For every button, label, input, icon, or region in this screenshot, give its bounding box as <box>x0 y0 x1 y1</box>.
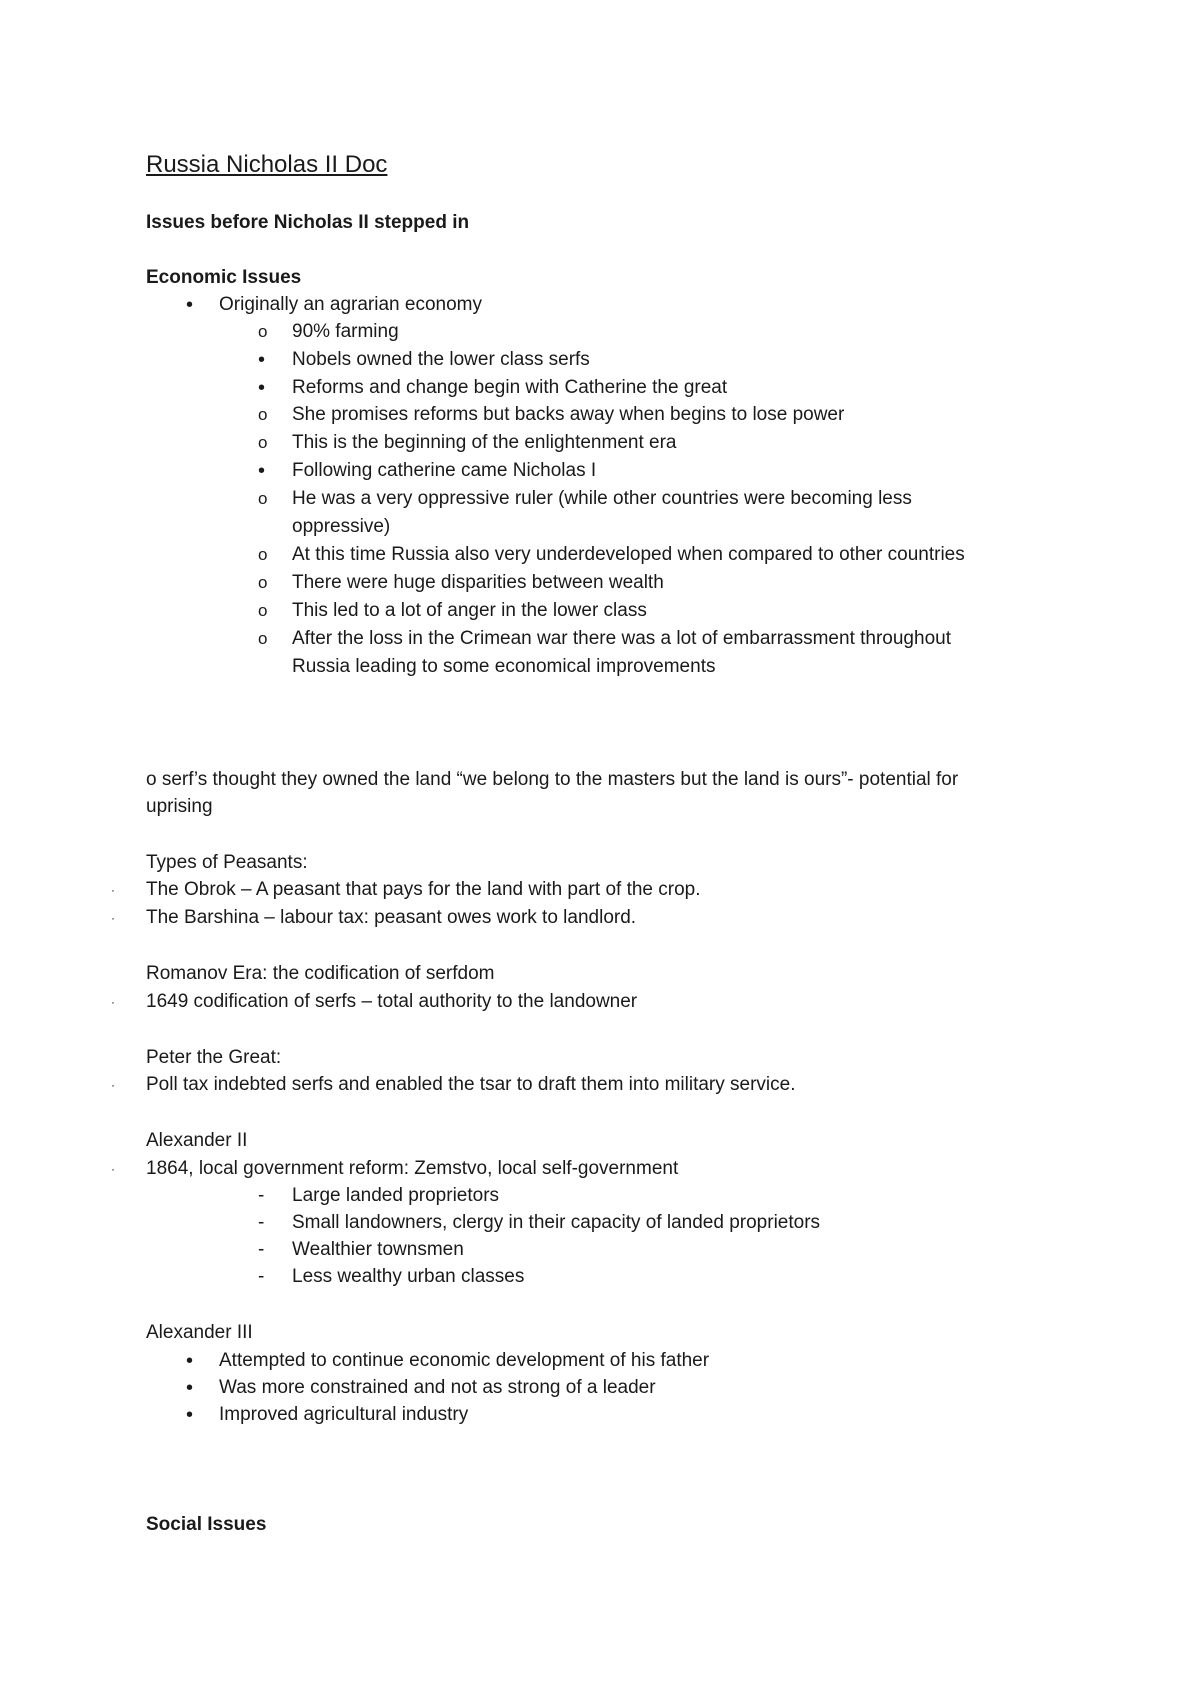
peter-the-great-heading: Peter the Great: <box>146 1047 282 1068</box>
bullet-dash: - <box>258 1239 265 1260</box>
page-title: Russia Nicholas II Doc <box>146 151 388 178</box>
list-item-continuation: oppressive) <box>292 516 391 537</box>
paragraph-line: uprising <box>146 796 213 817</box>
section-subtitle: Issues before Nicholas II stepped in <box>146 212 470 233</box>
list-item: Originally an agrarian economy <box>219 294 482 315</box>
list-item: There were huge disparities between wealth <box>292 572 664 593</box>
bullet-dot: • <box>186 1404 194 1426</box>
list-item: Wealthier townsmen <box>292 1239 464 1260</box>
bullet-circle: o <box>258 489 268 508</box>
list-item: Small landowners, clergy in their capacity of landed proprietors <box>292 1212 821 1233</box>
list-item: Nobels owned the lower class serfs <box>292 349 590 370</box>
list-item: Attempted to continue economic development of his father <box>219 1350 710 1371</box>
list-item: After the loss in the Crimean war there was a lot of embarrassment throughout <box>292 628 951 649</box>
bullet-small: · <box>111 883 115 897</box>
bullet-circle: o <box>258 322 268 341</box>
bullet-dot: • <box>186 1377 194 1399</box>
list-item: At this time Russia also very underdeveloped when compared to other countries <box>292 544 965 565</box>
alexander-ii-heading: Alexander II <box>146 1130 248 1151</box>
social-issues-heading: Social Issues <box>146 1514 267 1535</box>
list-item: Was more constrained and not as strong of a leader <box>219 1377 656 1398</box>
list-item-continuation: Russia leading to some economical improvements <box>292 656 716 677</box>
bullet-dash: - <box>258 1212 265 1233</box>
list-item: Poll tax indebted serfs and enabled the tsar to draft them into military service. <box>146 1074 796 1095</box>
list-item: Less wealthy urban classes <box>292 1266 525 1287</box>
list-item: The Obrok – A peasant that pays for the land with part of the crop. <box>146 879 701 900</box>
bullet-small: · <box>111 1078 115 1092</box>
bullet-dot: • <box>258 349 266 371</box>
bullet-circle: o <box>258 433 268 452</box>
romanov-era-heading: Romanov Era: the codification of serfdom <box>146 963 495 984</box>
bullet-circle: o <box>258 601 268 620</box>
bullet-small: · <box>111 911 115 925</box>
bullet-circle: o <box>258 629 268 648</box>
bullet-dash: - <box>258 1185 265 1206</box>
bullet-dot: • <box>186 294 194 316</box>
bullet-small: · <box>111 1162 115 1176</box>
list-item: The Barshina – labour tax: peasant owes work to landlord. <box>146 907 637 928</box>
bullet-dot: • <box>186 1350 194 1372</box>
list-item: She promises reforms but backs away when begins to lose power <box>292 404 845 425</box>
bullet-dot: • <box>258 377 266 399</box>
alexander-iii-heading: Alexander III <box>146 1322 253 1343</box>
bullet-circle: o <box>258 545 268 564</box>
bullet-dash: - <box>258 1266 265 1287</box>
list-item: Following catherine came Nicholas I <box>292 460 597 481</box>
bullet-circle: o <box>258 573 268 592</box>
paragraph-line: o serf’s thought they owned the land “we belong to the masters but the land is ours”- potential for <box>146 769 959 790</box>
list-item: Improved agricultural industry <box>219 1404 469 1425</box>
list-item: 1864, local government reform: Zemstvo, local self-government <box>146 1158 679 1179</box>
list-item: Reforms and change begin with Catherine the great <box>292 377 728 398</box>
list-item: This led to a lot of anger in the lower class <box>292 600 647 621</box>
bullet-small: · <box>111 995 115 1009</box>
list-item: This is the beginning of the enlightenment era <box>292 432 677 453</box>
economic-issues-heading: Economic Issues <box>146 267 302 288</box>
bullet-circle: o <box>258 405 268 424</box>
bullet-dot: • <box>258 460 266 482</box>
list-item: Large landed proprietors <box>292 1185 500 1206</box>
list-item: He was a very oppressive ruler (while other countries were becoming less <box>292 488 912 509</box>
list-item: 1649 codification of serfs – total authority to the landowner <box>146 991 638 1012</box>
list-item: 90% farming <box>292 321 399 342</box>
types-of-peasants-heading: Types of Peasants: <box>146 852 308 873</box>
